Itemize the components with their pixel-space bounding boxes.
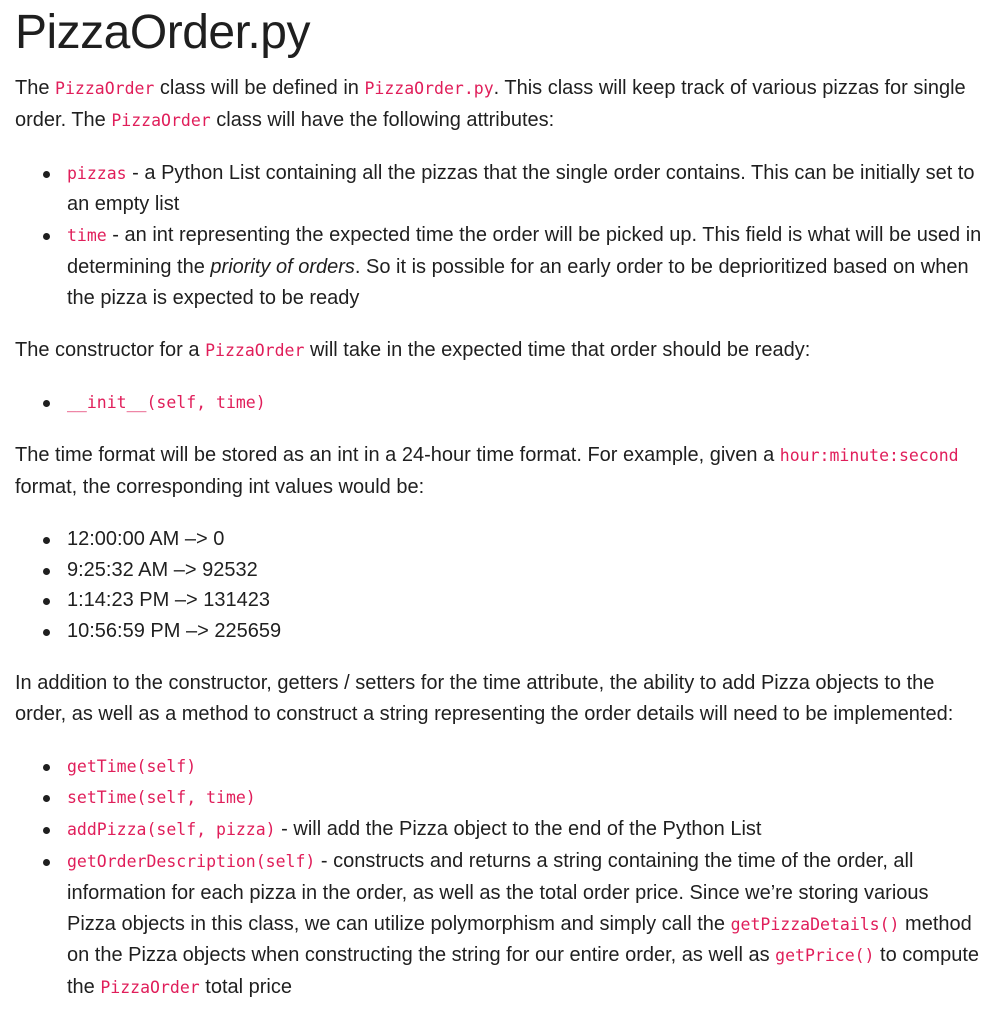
list-item bbox=[67, 751, 982, 783]
list-item-text: . So it is possible for an early order to be deprioritized based on when the pizza is expected to be ready bbox=[67, 255, 969, 309]
list-item-text: - constructs and returns a string containing the time of the order, all information for each pizza in the order, as well as the total order price. Since we’re storing various Pizza objects in this class, we can utilize polymorphism and simply call the bbox=[67, 849, 929, 935]
inline-code: PizzaOrder.py bbox=[364, 79, 494, 98]
intro-text: . This class will keep track of various pizzas for single order. The bbox=[15, 77, 966, 131]
inline-code: PizzaOrder bbox=[55, 79, 155, 98]
inline-code: hour:minute:second bbox=[779, 446, 959, 466]
intro-text: The bbox=[15, 77, 56, 99]
inline-code: setTime(self, time) bbox=[67, 788, 256, 808]
method-list bbox=[15, 751, 982, 1004]
paragraph-text: The constructor for a bbox=[15, 338, 206, 361]
list-item: 1:14:23 PM –> 131423 bbox=[67, 585, 982, 616]
constructor-list bbox=[15, 387, 982, 419]
time-example-list bbox=[15, 524, 982, 647]
list-item-text: to compute the bbox=[67, 944, 980, 999]
inline-code: PizzaOrder bbox=[100, 978, 200, 998]
list-item-text: - an int representing the expected time the order will be picked up. This field is what will be used in determining the bbox=[67, 224, 982, 278]
list-item bbox=[67, 220, 982, 313]
paragraph-text: format, the corresponding int values would be: bbox=[15, 475, 425, 498]
intro-text: class will be defined in bbox=[154, 77, 365, 99]
inline-code: __init__(self, time) bbox=[67, 393, 266, 413]
constructor-paragraph bbox=[15, 335, 982, 367]
time-format-paragraph bbox=[15, 440, 982, 503]
attribute-list bbox=[15, 158, 982, 314]
list-item: 10:56:59 PM –> 225659 bbox=[67, 616, 982, 647]
list-item: 9:25:32 AM –> 92532 bbox=[67, 555, 982, 586]
list-item-text: total price bbox=[199, 976, 292, 999]
inline-code: PizzaOrder bbox=[205, 340, 305, 360]
intro-text: class will have the following attributes: bbox=[210, 108, 555, 131]
inline-code: time bbox=[67, 226, 107, 246]
list-item bbox=[67, 846, 982, 1004]
list-item-text: - will add the Pizza object to the end of the Python List bbox=[275, 818, 762, 841]
emphasis-text: priority of orders bbox=[210, 255, 355, 278]
methods-paragraph: In addition to the constructor, getters / setters for the time attribute, the ability to add Pizza objects to the order, as well as a method to construct a string representing the order details will need to be implemented: bbox=[15, 671, 954, 725]
list-item: 12:00:00 AM –> 0 bbox=[67, 524, 982, 555]
inline-code: getPrice() bbox=[775, 946, 875, 966]
list-item bbox=[67, 814, 982, 846]
paragraph-text: The time format will be stored as an int in a 24-hour time format. For example, given a bbox=[15, 444, 780, 467]
intro-paragraph bbox=[15, 73, 982, 137]
inline-code: PizzaOrder bbox=[111, 110, 211, 130]
inline-code: getTime(self) bbox=[67, 756, 197, 776]
inline-code: pizzas bbox=[67, 163, 127, 183]
list-item-text: - a Python List containing all the pizzas that the single order contains. This can be initially set to an empty list bbox=[67, 161, 975, 216]
list-item-text: method on the Pizza objects when constructing the string for our entire order, as well as bbox=[67, 912, 972, 967]
paragraph-text: will take in the expected time that order should be ready: bbox=[304, 338, 811, 361]
list-item bbox=[67, 158, 982, 221]
inline-code: getPizzaDetails() bbox=[730, 914, 900, 934]
list-item bbox=[67, 387, 982, 419]
inline-code: getOrderDescription(self) bbox=[67, 851, 316, 871]
list-item bbox=[67, 782, 982, 814]
inline-code: addPizza(self, pizza) bbox=[67, 820, 276, 840]
page-title: PizzaOrder.py bbox=[15, 6, 310, 59]
